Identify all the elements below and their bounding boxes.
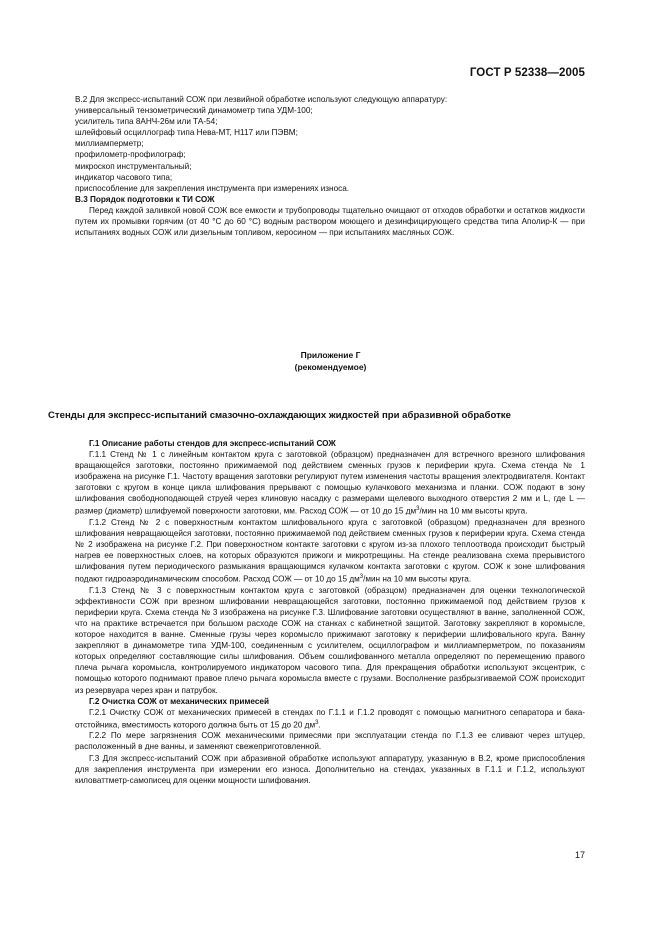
b2-intro: В.2 Для экспресс-испытаний СОЖ при лезвийной обработке используют следующую аппаратуру: — [75, 95, 448, 104]
equipment-item: микроскоп инструментальный; — [75, 161, 192, 171]
appendix-status: (рекомендуемое) — [294, 362, 367, 372]
g2-heading: Г.2 Очистка СОЖ от механических примесей — [89, 696, 270, 706]
g21-paragraph: Г.2.1 Очистку СОЖ от механических примесей в стендах по Г.1.1 и Г.1.2 проводят с помощью магнитного сепаратора и бака-отстойника, вместимость которого должна быть от 15 до 20 $дм^3$. — [75, 707, 585, 730]
appendix-name: Приложение Г — [300, 350, 361, 360]
section-b-continuation — [75, 94, 585, 238]
g3-paragraph: Г.3 Для экспресс-испытаний СОЖ при абразивной обработке используют аппаратуру, указанную в В.2, кроме приспособления для закрепления инструмента при измерении его износа. Дополнительно на стендах, указанных в Г.1.1 и Г.1.2, используют киловаттметр-самописец для оценки мощности шлифования. — [75, 753, 585, 785]
equipment-item: индикатор часового типа; — [75, 172, 173, 182]
section-g — [75, 438, 585, 786]
document-header: ГОСТ Р 52338—2005 — [469, 67, 585, 79]
equipment-item: миллиамперметр; — [75, 139, 144, 149]
b3-heading: В.3 Порядок подготовки к ТИ СОЖ — [75, 194, 215, 204]
equipment-item: приспособление для закрепления инструмента при измерениях износа. — [75, 183, 350, 193]
page-number: 17 — [574, 850, 585, 860]
b3-paragraph: Перед каждой заливкой новой СОЖ все емкости и трубопроводы тщательно очищают от отходов обработки и остатков жидкости путем их промывки горячим (от 40 °С до 60 °С) водным раствором моющего и дезинфицирующего средства типа Аполир-К — при испытаниях водных СОЖ или дизельным топливом, керосином — при испытаниях масляных СОЖ. — [75, 205, 585, 238]
equipment-item: универсальный тензометрический динамометр типа УДМ-100; — [75, 106, 313, 116]
g22-paragraph: Г.2.2 По мере загрязнения СОЖ механическими примесями при эксплуатации стенда по Г.1.3 ее сливают через штуцер, расположенный в дне ванны, и заменяют свежеприготовленной. — [75, 731, 585, 752]
equipment-item: шлейфовый осциллограф типа Нева-МТ, Н117 или ПЭВМ; — [75, 128, 298, 138]
g13-paragraph: Г.1.3 Стенд № 3 с поверхностным контактом круга с заготовкой (образцом) предназначен для оценки технологической эффективности СОЖ при врезном шлифовании невращающейся заготовки, постоянно прижимаемой под действием грузов к периферии круга. Схема стенда № 3 изображена на рисунке Г.3. Шлифование заготовки осуществляют в ванне, заполненной СОЖ, что на практике встречается при большом расходе СОЖ на станках с кабинетной защитой. Заготовку закрепляют в коромысле, которое находится в ванне. Сменные грузы через коромысло прижимают заготовку к периферии шлифовального круга. Ванну закрепляют в динамометре типа УДМ-100, соединенным с усилителем, осциллографом и миллиамперметром, по показаниям которых определяют составляющие силы шлифования. Объем сошлифованного металла определяют по перемещению правого плеча рычага коромысла, контролируемого индикатором часового типа. Для прекращения обработки используют эксцентрик, с помощью которого поднимают правое плечо рычага коромысла вместе с грузами. Восполнение разбрызгиваемой СОЖ происходит из резервуара через кран и патрубок. — [75, 586, 585, 695]
equipment-item: усилитель типа 8АНЧ-26м или ТА-54; — [75, 117, 218, 127]
appendix-title: Стенды для экспресс-испытаний смазочно-охлаждающих жидкостей при абразивной обработке — [48, 410, 511, 421]
g1-heading: Г.1 Описание работы стендов для экспресс-испытаний СОЖ — [89, 439, 336, 448]
equipment-item: профилометр-профилограф; — [75, 150, 186, 160]
g11-paragraph: Г.1.1 Стенд № 1 с линейным контактом круга с заготовкой (образцом) предназначен для встречного врезного шлифования вращающейся заготовки, постоянно прижимаемой под действием сменных грузов к периферии круга. Схема стенда № 1 изображена на рисунке Г.1. Частоту вращения заготовки регулируют путем изменения частоты вращения электродвигателя. Контакт заготовки с кругом в конце цикла шлифования прерывают с помощью кулачкового механизма и планки. СОЖ подают в зону шлифования свободноподающей струей через клиновую насадку с размерами щелевого выходного отверстия 2 мм и L, где L — размер (диаметр) шлифуемой поверхности заготовки, мм. Расход СОЖ — от 10 до 15 $дм^3$/мин на 10 мм высоты круга. — [75, 450, 585, 517]
g12-paragraph: Г.1.2 Стенд № 2 с поверхностным контактом шлифовального круга с заготовкой (образцом) предназначен для врезного шлифования невращающейся заготовки, постоянно прижимаемой под действием сменных грузов к периферии круга. Схема стенда № 2 изображена на рисунке Г.2. При поверхностном контакте заготовки с кругом из-за плохого теплоотвода происходит быстрый нагрев ее поверхностных слоев, на которых образуются прижоги и микротрещины. На стенде реализована схема прерывистого шлифования путем периодического размыкания вращающимся кулачком контакта заготовки с кругом. СОЖ к зоне шлифования подают гидроаэродинамическим способом. Расход СОЖ — от 10 до 15 $дм^3$/мин на 10 мм высоты круга. — [75, 518, 585, 585]
appendix-heading — [0, 349, 661, 373]
